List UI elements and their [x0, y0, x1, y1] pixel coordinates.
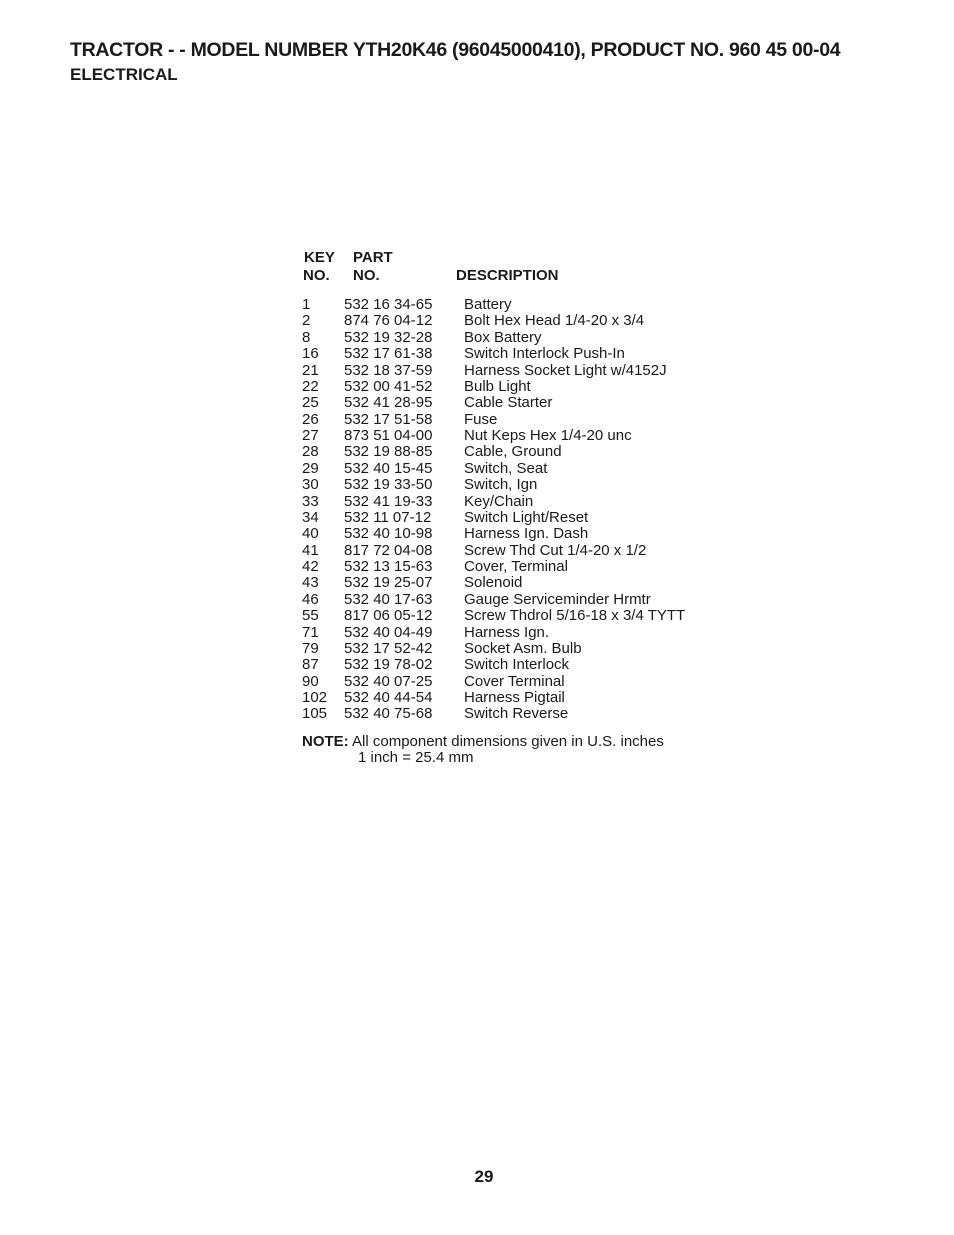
- part-no-cell: 532 40 75-68: [344, 705, 433, 723]
- part-no-cell: 532 40 07-25: [344, 672, 433, 690]
- part-no-cell: 532 41 19-33: [344, 492, 433, 510]
- key-no-cell: 105: [302, 705, 328, 723]
- part-no-cell: 532 40 04-49: [344, 623, 433, 641]
- part-no-cell: 532 00 41-52: [344, 377, 433, 395]
- key-no-cell: 79: [302, 639, 319, 657]
- part-no-cell: 532 13 15-63: [344, 558, 433, 575]
- description-cell: Harness Socket Light w/4152J: [464, 361, 667, 379]
- part-no-cell: 532 11 07-12: [344, 508, 432, 526]
- part-no-cell: 532 19 88-85: [344, 443, 433, 461]
- description-cell: Fuse: [464, 410, 498, 428]
- description-cell: Box Battery: [464, 328, 542, 346]
- key-no-cell: 27: [302, 427, 319, 444]
- part-no-cell: 873 51 04-00: [344, 427, 433, 444]
- part-no-cell: 817 06 05-12: [344, 607, 433, 625]
- description-cell: Switch, Seat: [464, 459, 548, 477]
- part-no-cell: 532 19 78-02: [344, 656, 433, 674]
- description-cell: Switch Interlock Push-In: [464, 345, 625, 363]
- part-no-cell: 532 16 34-65: [344, 296, 433, 313]
- key-no-cell: 34: [302, 508, 319, 526]
- key-no-cell: 30: [302, 476, 319, 494]
- part-no-cell: 532 17 52-42: [344, 639, 433, 657]
- part-header-line1: PART: [353, 249, 393, 266]
- description-cell: Harness Ign.: [464, 623, 550, 641]
- key-no-cell: 28: [302, 443, 319, 461]
- key-no-cell: 29: [302, 459, 319, 477]
- description-cell: Gauge Serviceminder Hrmtr: [464, 590, 651, 608]
- part-no-cell: 532 40 17-63: [344, 590, 433, 608]
- key-no-cell: 16: [302, 345, 319, 363]
- key-no-cell: 21: [302, 361, 319, 379]
- note-label: NOTE:: [302, 733, 349, 750]
- key-no-cell: 71: [302, 623, 319, 641]
- part-no-cell: 817 72 04-08: [344, 541, 433, 559]
- description-cell: Harness Pigtail: [464, 689, 565, 706]
- part-header-line2: NO.: [353, 267, 380, 284]
- page-number: 29: [474, 1167, 494, 1186]
- description-cell: Solenoid: [464, 574, 523, 592]
- key-no-cell: 22: [302, 377, 319, 395]
- description-cell: Harness Ign. Dash: [464, 525, 589, 543]
- description-header: DESCRIPTION: [456, 267, 559, 284]
- key-no-cell: 87: [302, 656, 319, 674]
- key-no-cell: 25: [302, 394, 319, 412]
- description-cell: Screw Thdrol 5/16-18 x 3/4 TYTT: [464, 607, 686, 625]
- key-no-cell: 40: [302, 525, 319, 543]
- key-no-cell: 26: [302, 410, 319, 428]
- section-title: ELECTRICAL: [70, 65, 178, 84]
- part-no-cell: 532 41 28-95: [344, 394, 433, 412]
- description-cell: Switch Light/Reset: [464, 508, 589, 526]
- part-no-cell: 874 76 04-12: [344, 312, 433, 330]
- description-cell: Cover Terminal: [464, 672, 565, 690]
- description-cell: Socket Asm. Bulb: [464, 639, 582, 657]
- key-header-line2: NO.: [303, 267, 330, 284]
- key-no-cell: 41: [302, 541, 319, 559]
- description-cell: Cable Starter: [464, 394, 553, 412]
- description-cell: Switch Reverse: [464, 705, 569, 723]
- description-cell: Cover, Terminal: [464, 558, 568, 575]
- part-no-cell: 532 19 32-28: [344, 328, 433, 346]
- key-no-cell: 2: [302, 312, 311, 330]
- key-no-cell: 102: [302, 689, 328, 706]
- description-cell: Cable, Ground: [464, 443, 562, 461]
- note: [302, 734, 664, 766]
- description-cell: Screw Thd Cut 1/4-20 x 1/2: [464, 541, 647, 559]
- page-title: TRACTOR - - MODEL NUMBER YTH20K46 (96045000410), PRODUCT NO. 960 45 00-04: [70, 39, 841, 61]
- note-text: All component dimensions given in U.S. inches: [352, 733, 664, 750]
- description-cell: Nut Keps Hex 1/4-20 unc: [464, 427, 632, 444]
- description-cell: Switch, Ign: [464, 476, 538, 494]
- key-no-cell: 55: [302, 607, 319, 625]
- description-cell: Battery: [464, 296, 512, 313]
- part-no-cell: 532 40 15-45: [344, 459, 433, 477]
- part-no-cell: 532 40 10-98: [344, 525, 433, 543]
- part-no-cell: 532 40 44-54: [344, 689, 433, 706]
- key-header-line1: KEY: [304, 249, 335, 266]
- description-cell: Switch Interlock: [464, 656, 570, 674]
- key-no-cell: 46: [302, 590, 319, 608]
- key-no-cell: 42: [302, 558, 319, 575]
- part-no-cell: 532 19 33-50: [344, 476, 433, 494]
- key-no-cell: 33: [302, 492, 319, 510]
- part-no-cell: 532 19 25-07: [344, 574, 433, 592]
- part-no-cell: 532 17 61-38: [344, 345, 433, 363]
- note-conversion: 1 inch = 25.4 mm: [358, 749, 474, 766]
- description-cell: Bolt Hex Head 1/4-20 x 3/4: [464, 312, 645, 330]
- part-no-cell: 532 18 37-59: [344, 361, 433, 379]
- description-cell: Bulb Light: [464, 377, 531, 395]
- part-no-cell: 532 17 51-58: [344, 410, 433, 428]
- key-no-cell: 1: [302, 296, 311, 313]
- key-no-cell: 43: [302, 574, 319, 592]
- description-cell: Key/Chain: [464, 492, 534, 510]
- key-no-cell: 90: [302, 672, 319, 690]
- key-no-cell: 8: [302, 328, 311, 346]
